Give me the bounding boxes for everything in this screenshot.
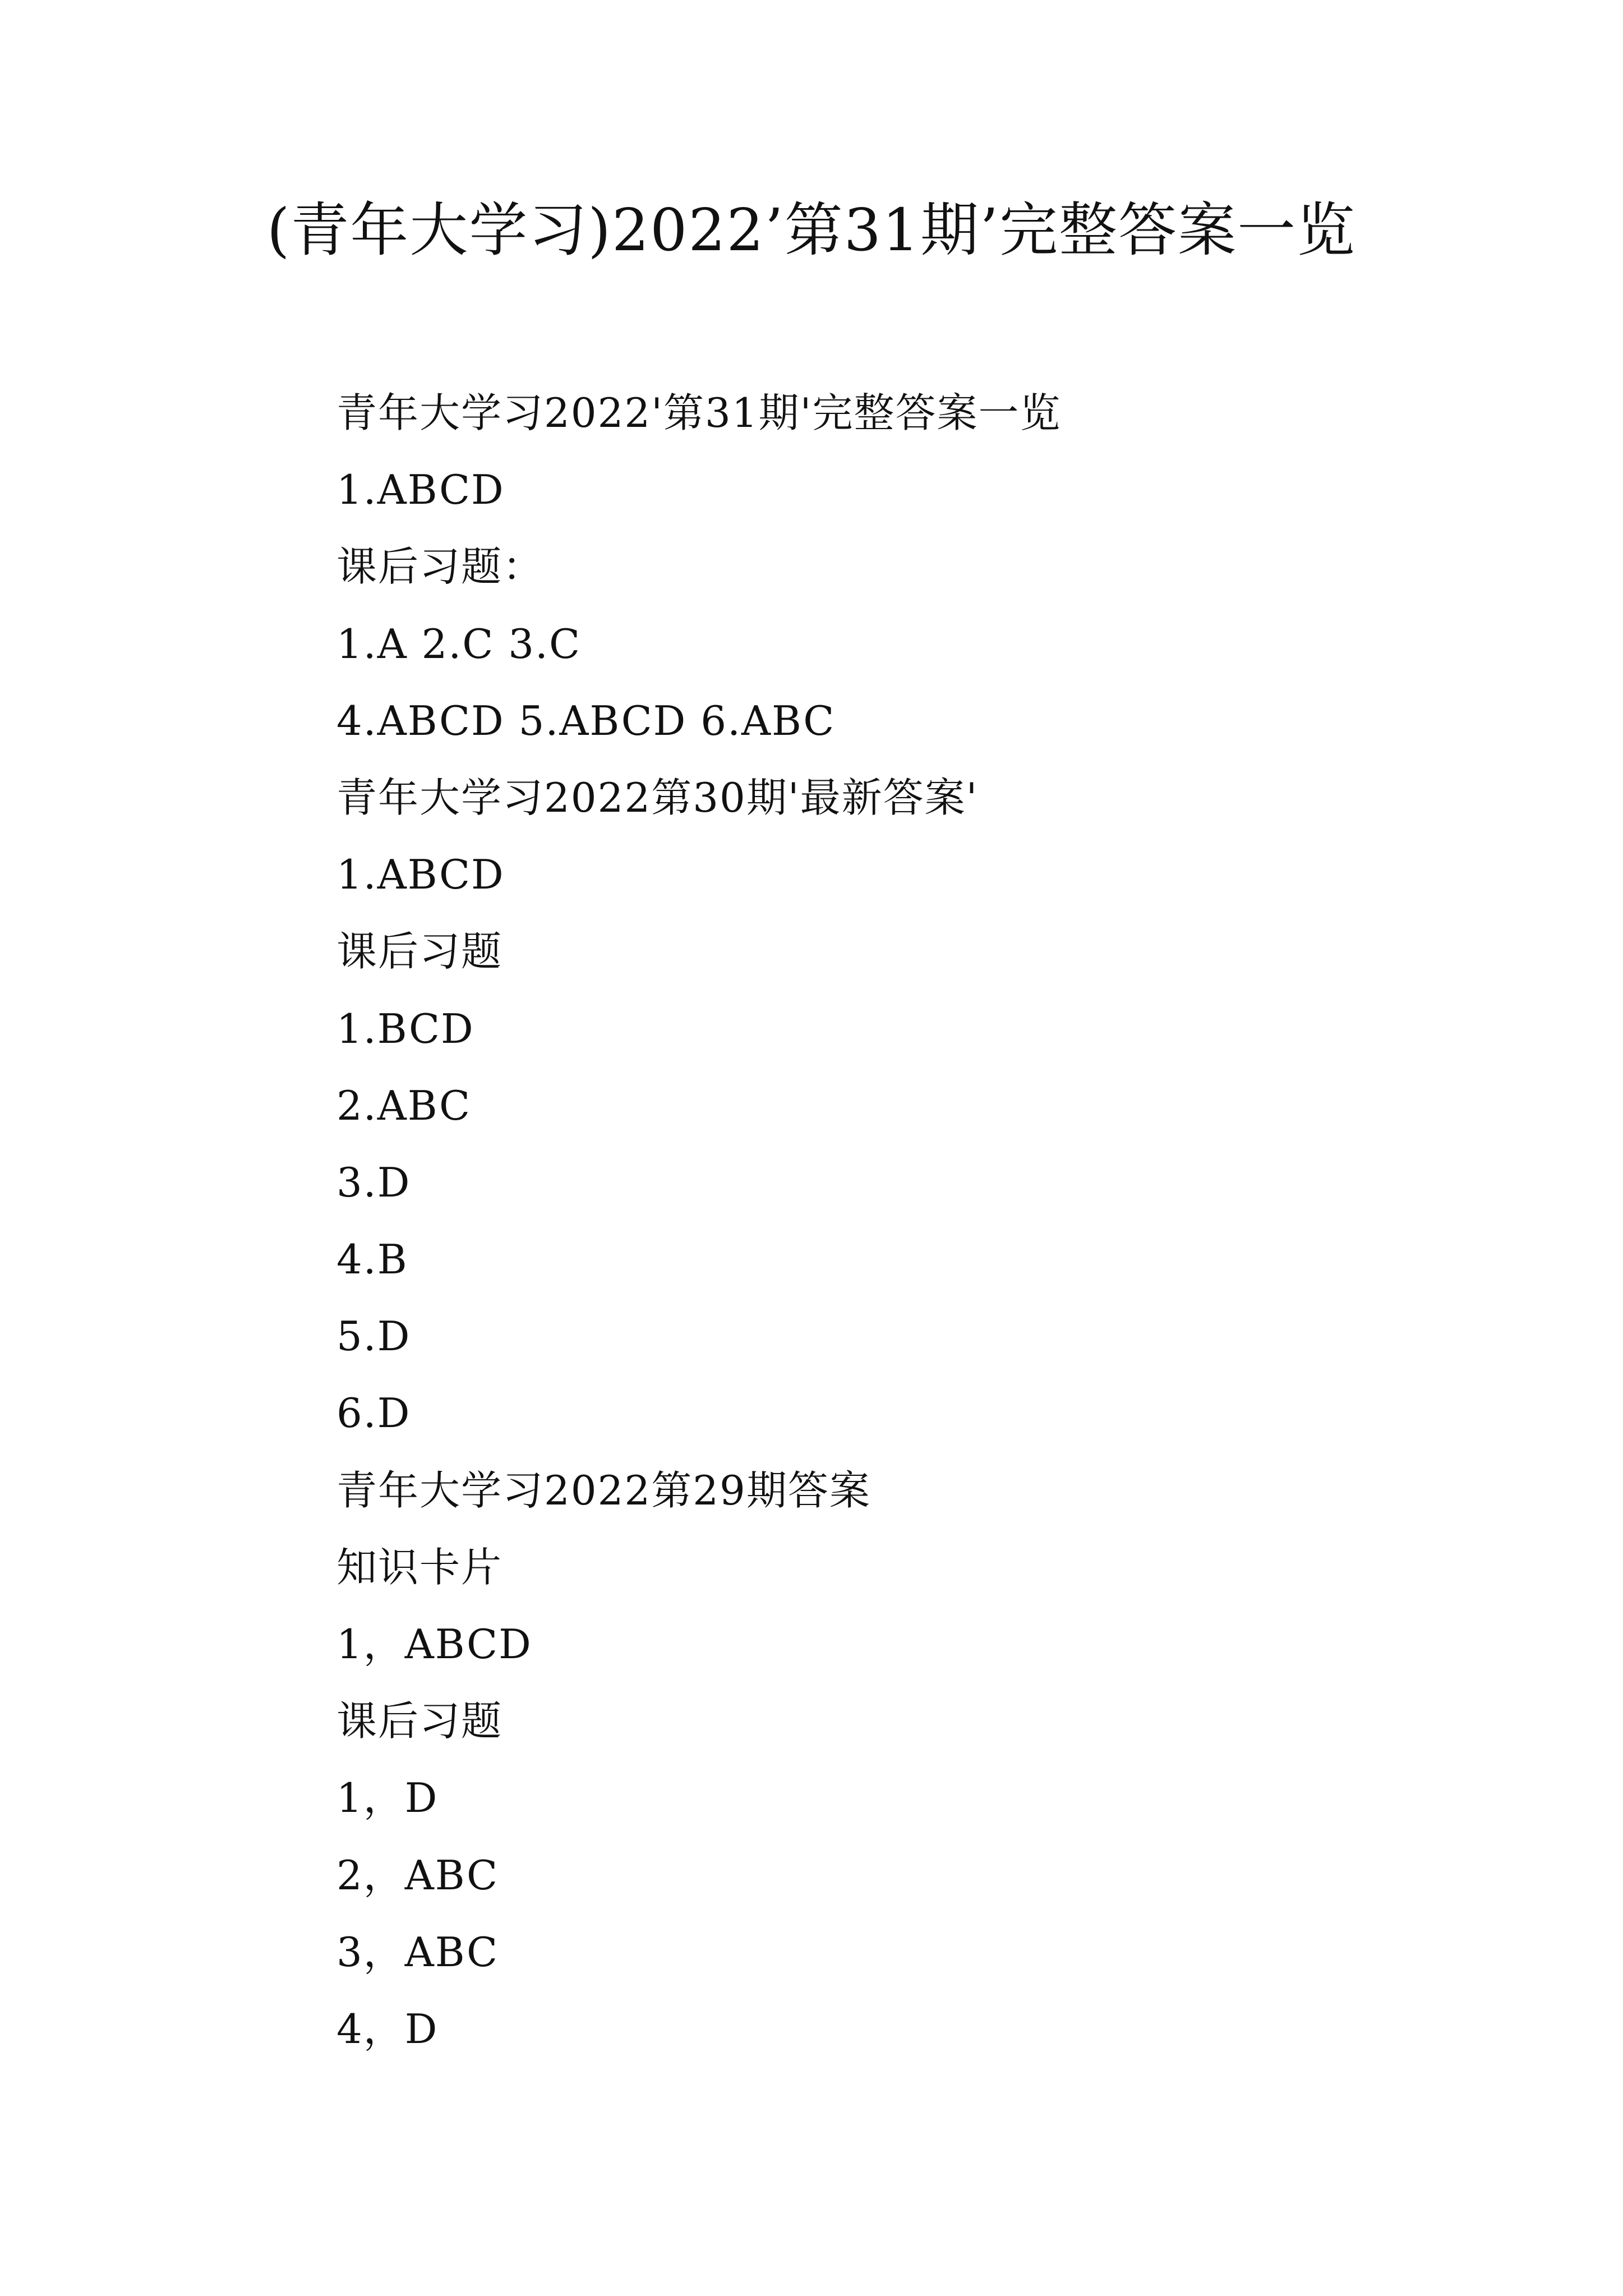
body-line: 4，D [336, 2005, 439, 2053]
body-line: 1，D [336, 1774, 439, 1822]
body-line: 课后习题 [336, 1697, 503, 1745]
body-line: 1.ABCD [336, 466, 505, 514]
body-line: 青年大学习2022'第31期'完整答案一览 [336, 389, 1062, 436]
document-body [336, 375, 1514, 2068]
body-line: 2，ABC [336, 1851, 499, 1899]
body-line: 3.D [336, 1158, 411, 1206]
body-line: 青年大学习2022第29期答案 [336, 1466, 871, 1514]
body-line: 6.D [336, 1389, 411, 1437]
body-line: 青年大学习2022第30期'最新答案' [336, 774, 979, 821]
body-line: 课后习题 [336, 928, 503, 976]
body-line: 知识卡片 [336, 1543, 503, 1591]
body-line: 1.ABCD [336, 851, 505, 899]
document-title: (青年大学习)2022’第31期’完整答案一览 [266, 196, 1357, 264]
body-line: 1.A 2.C 3.C [336, 620, 582, 668]
body-line: 1.BCD [336, 1005, 474, 1052]
body-line: 5.D [336, 1313, 411, 1360]
body-line: 课后习题： [336, 543, 545, 591]
body-line: 1，ABCD [336, 1621, 532, 1668]
body-line: 3，ABC [336, 1928, 499, 1976]
body-line: 4.ABCD 5.ABCD 6.ABC [336, 697, 836, 744]
body-line: 4.B [336, 1236, 408, 1283]
body-line: 2.ABC [336, 1082, 472, 1129]
